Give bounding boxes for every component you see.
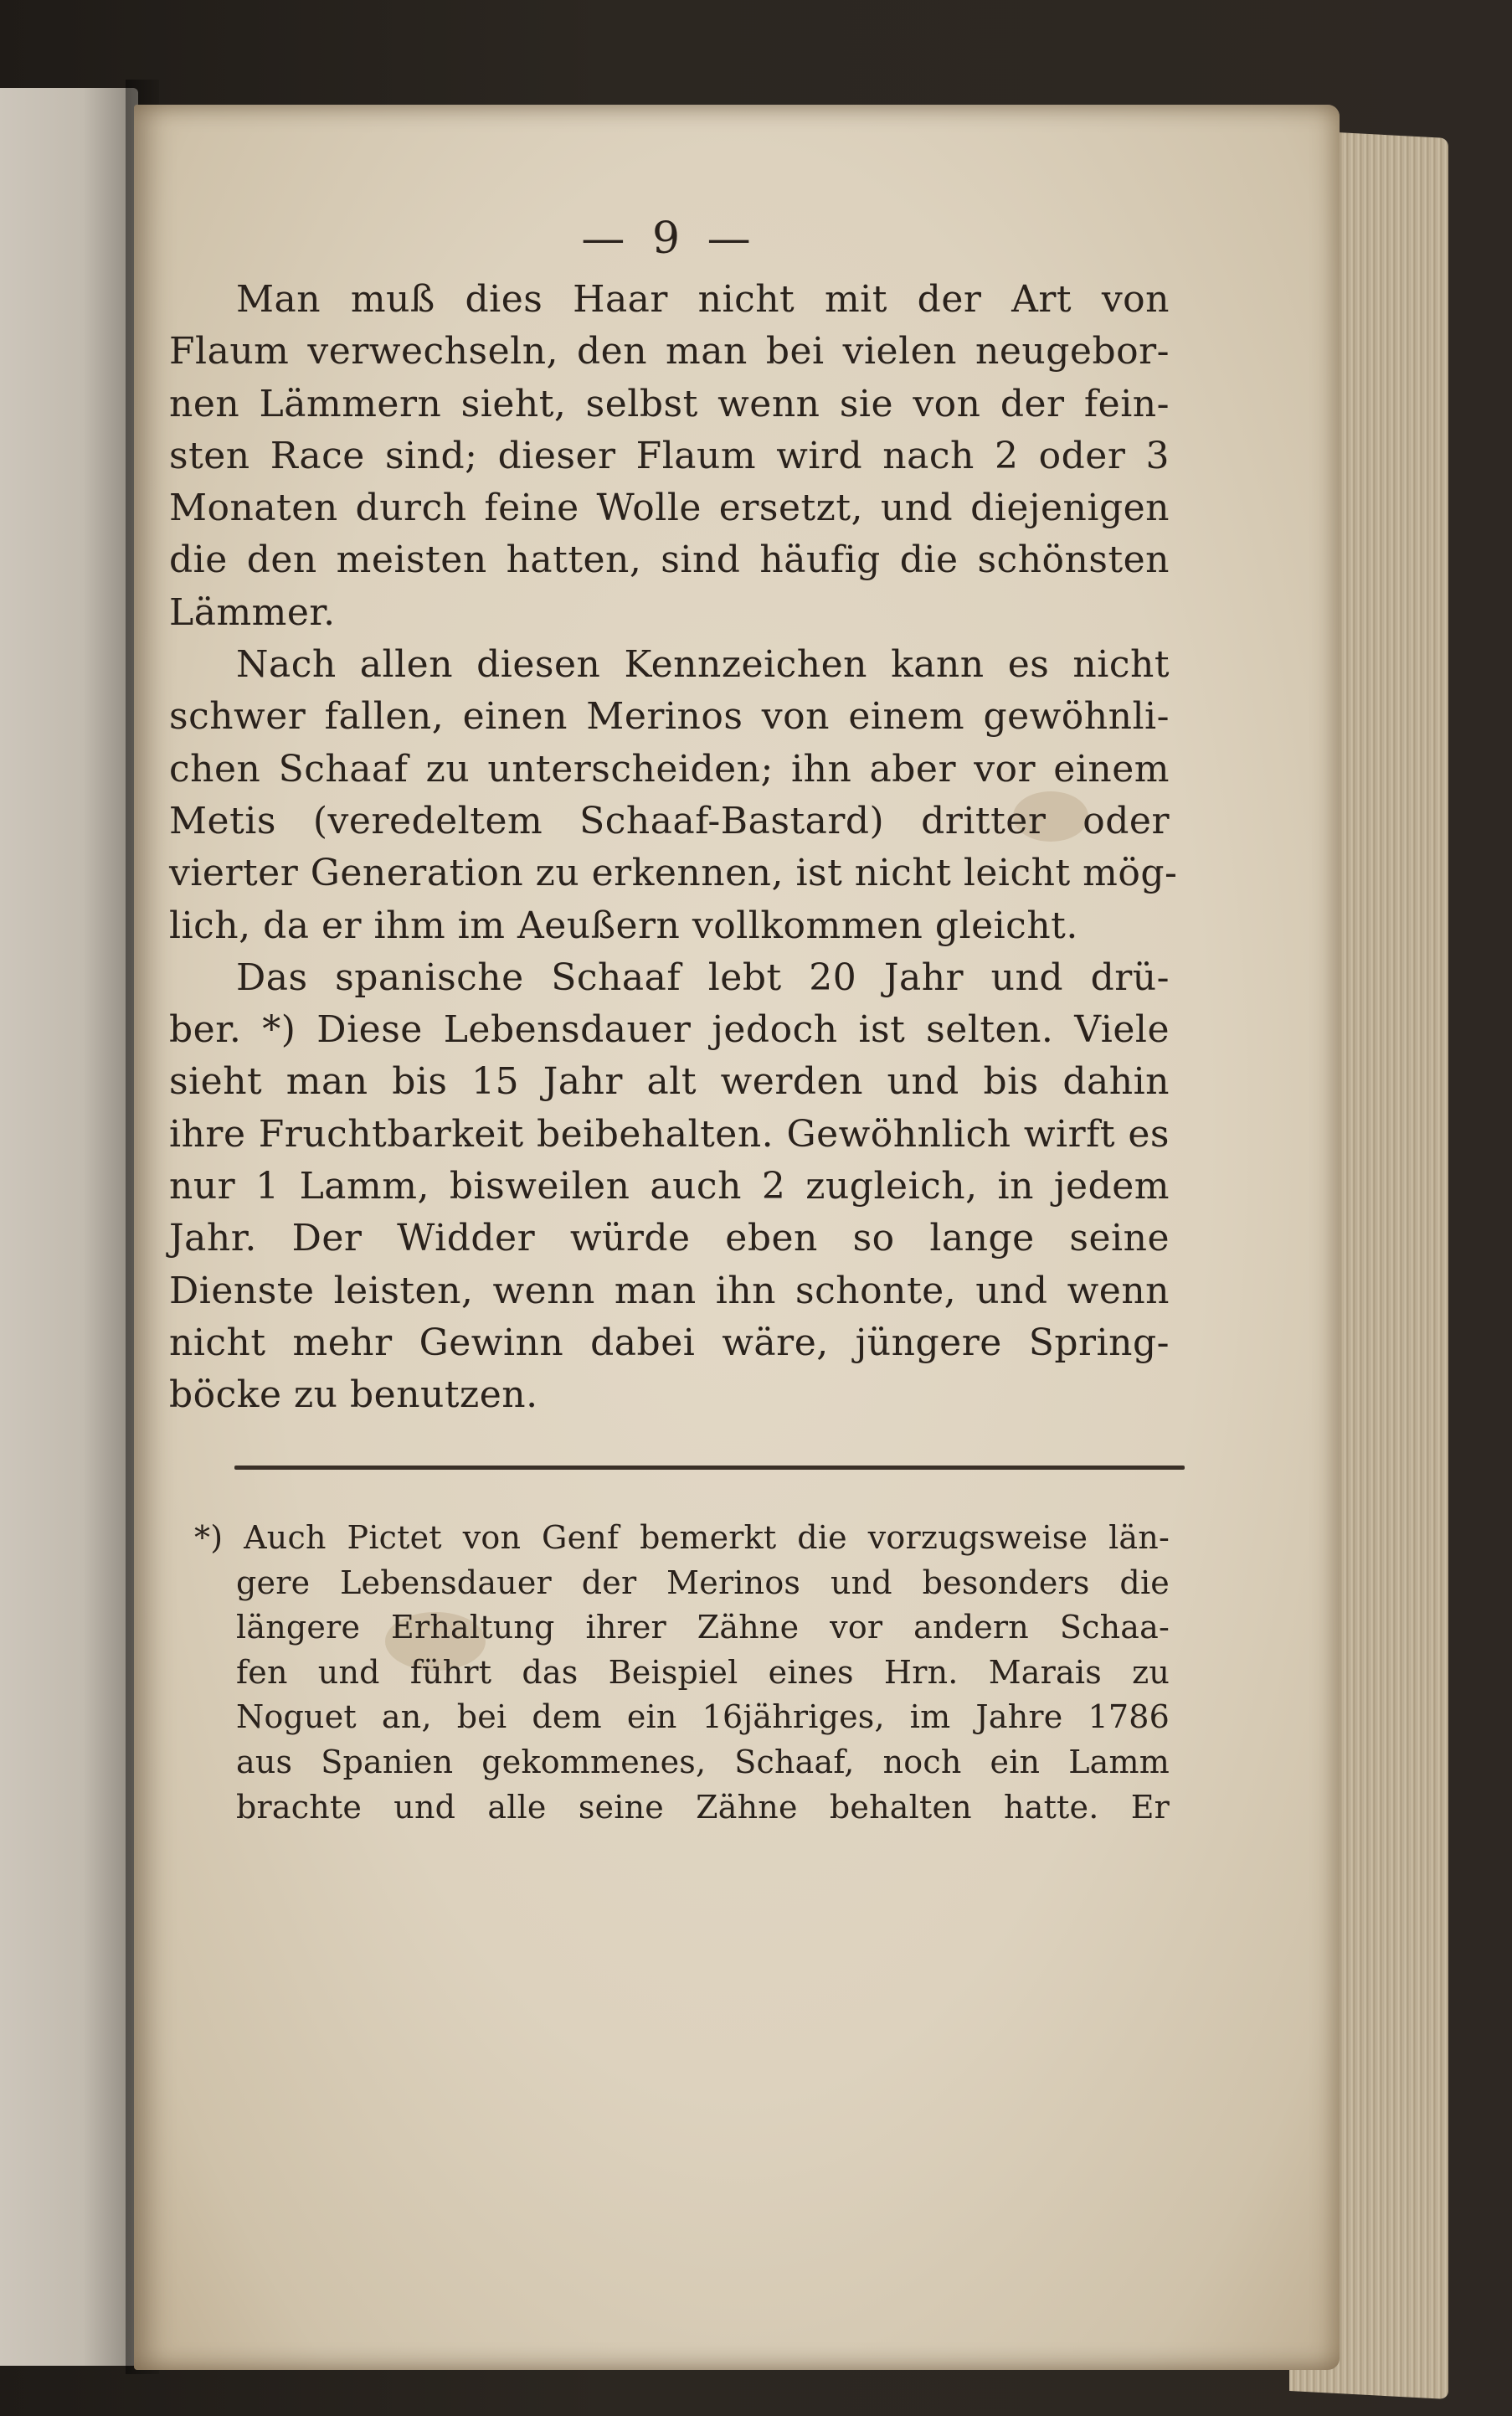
body-line: Das spanische Schaaf lebt 20 Jahr und drü- <box>236 956 1170 999</box>
body-line: nicht mehr Gewinn dabei wäre, jüngere Spring- <box>169 1321 1170 1364</box>
footnote-line: *) Auch Pictet von Genf bemerkt die vorzugsweise län- <box>194 1519 1170 1556</box>
body-line: sieht man bis 15 Jahr alt werden und bis dahin <box>169 1060 1170 1104</box>
left-page-edge <box>0 88 138 2366</box>
footnote-line: Noguet an, bei dem ein 16jähriges, im Jahre 1786 <box>236 1698 1170 1736</box>
body-line: vierter Generation zu erkennen, ist nicht leicht mög- <box>169 852 1178 895</box>
body-line: nur 1 Lamm, bisweilen auch 2 zugleich, in jedem <box>169 1165 1170 1208</box>
footnote-line: fen und führt das Beispiel eines Hrn. Marais zu <box>236 1653 1170 1691</box>
body-line: Lämmer. <box>169 590 336 634</box>
body-text <box>169 274 1178 1422</box>
body-line: Man muß dies Haar nicht mit der Art von <box>236 278 1170 321</box>
body-line: böcke zu benutzen. <box>169 1373 538 1417</box>
book-page <box>134 105 1340 2370</box>
page-number: — 9 — <box>581 214 758 264</box>
footnote-line: aus Spanien gekommenes, Schaaf, noch ein Lamm <box>236 1743 1170 1780</box>
body-line: ber. *) Diese Lebensdauer jedoch ist selten. Viele <box>169 1008 1170 1052</box>
body-line: lich, da er ihm im Aeußern vollkommen gleicht. <box>169 904 1078 947</box>
footnote-line: gere Lebensdauer der Merinos und besonders die <box>236 1563 1170 1601</box>
body-line: Nach allen diesen Kennzeichen kann es nicht <box>236 643 1170 687</box>
body-line: Dienste leisten, wenn man ihn schonte, und wenn <box>169 1269 1170 1312</box>
body-line: sten Race sind; dieser Flaum wird nach 2 oder 3 <box>169 434 1170 477</box>
footnote-rule <box>234 1466 1185 1470</box>
body-line: Monaten durch feine Wolle ersetzt, und diejenigen <box>169 487 1170 530</box>
body-line: Jahr. Der Widder würde eben so lange seine <box>169 1217 1170 1260</box>
body-line: chen Schaaf zu unterscheiden; ihn aber vor einem <box>169 747 1170 791</box>
body-line: nen Lämmern sieht, selbst wenn sie von der fein- <box>169 382 1170 425</box>
body-line: Flaum verwechseln, den man bei vielen neugebor- <box>169 330 1170 373</box>
body-line: die den meisten hatten, sind häufig die schönsten <box>169 538 1170 582</box>
footnote-line: brachte und alle seine Zähne behalten hatte. Er <box>236 1788 1170 1826</box>
footnote-line: längere Erhaltung ihrer Zähne vor andern Schaa- <box>236 1609 1170 1646</box>
body-line: schwer fallen, einen Merinos von einem gewöhnli- <box>169 695 1170 739</box>
body-line: ihre Fruchtbarkeit beibehalten. Gewöhnlich wirft es <box>169 1112 1170 1156</box>
footnote-text <box>169 1516 1170 1830</box>
body-line: Metis (veredeltem Schaaf-Bastard) dritter oder <box>169 799 1170 842</box>
